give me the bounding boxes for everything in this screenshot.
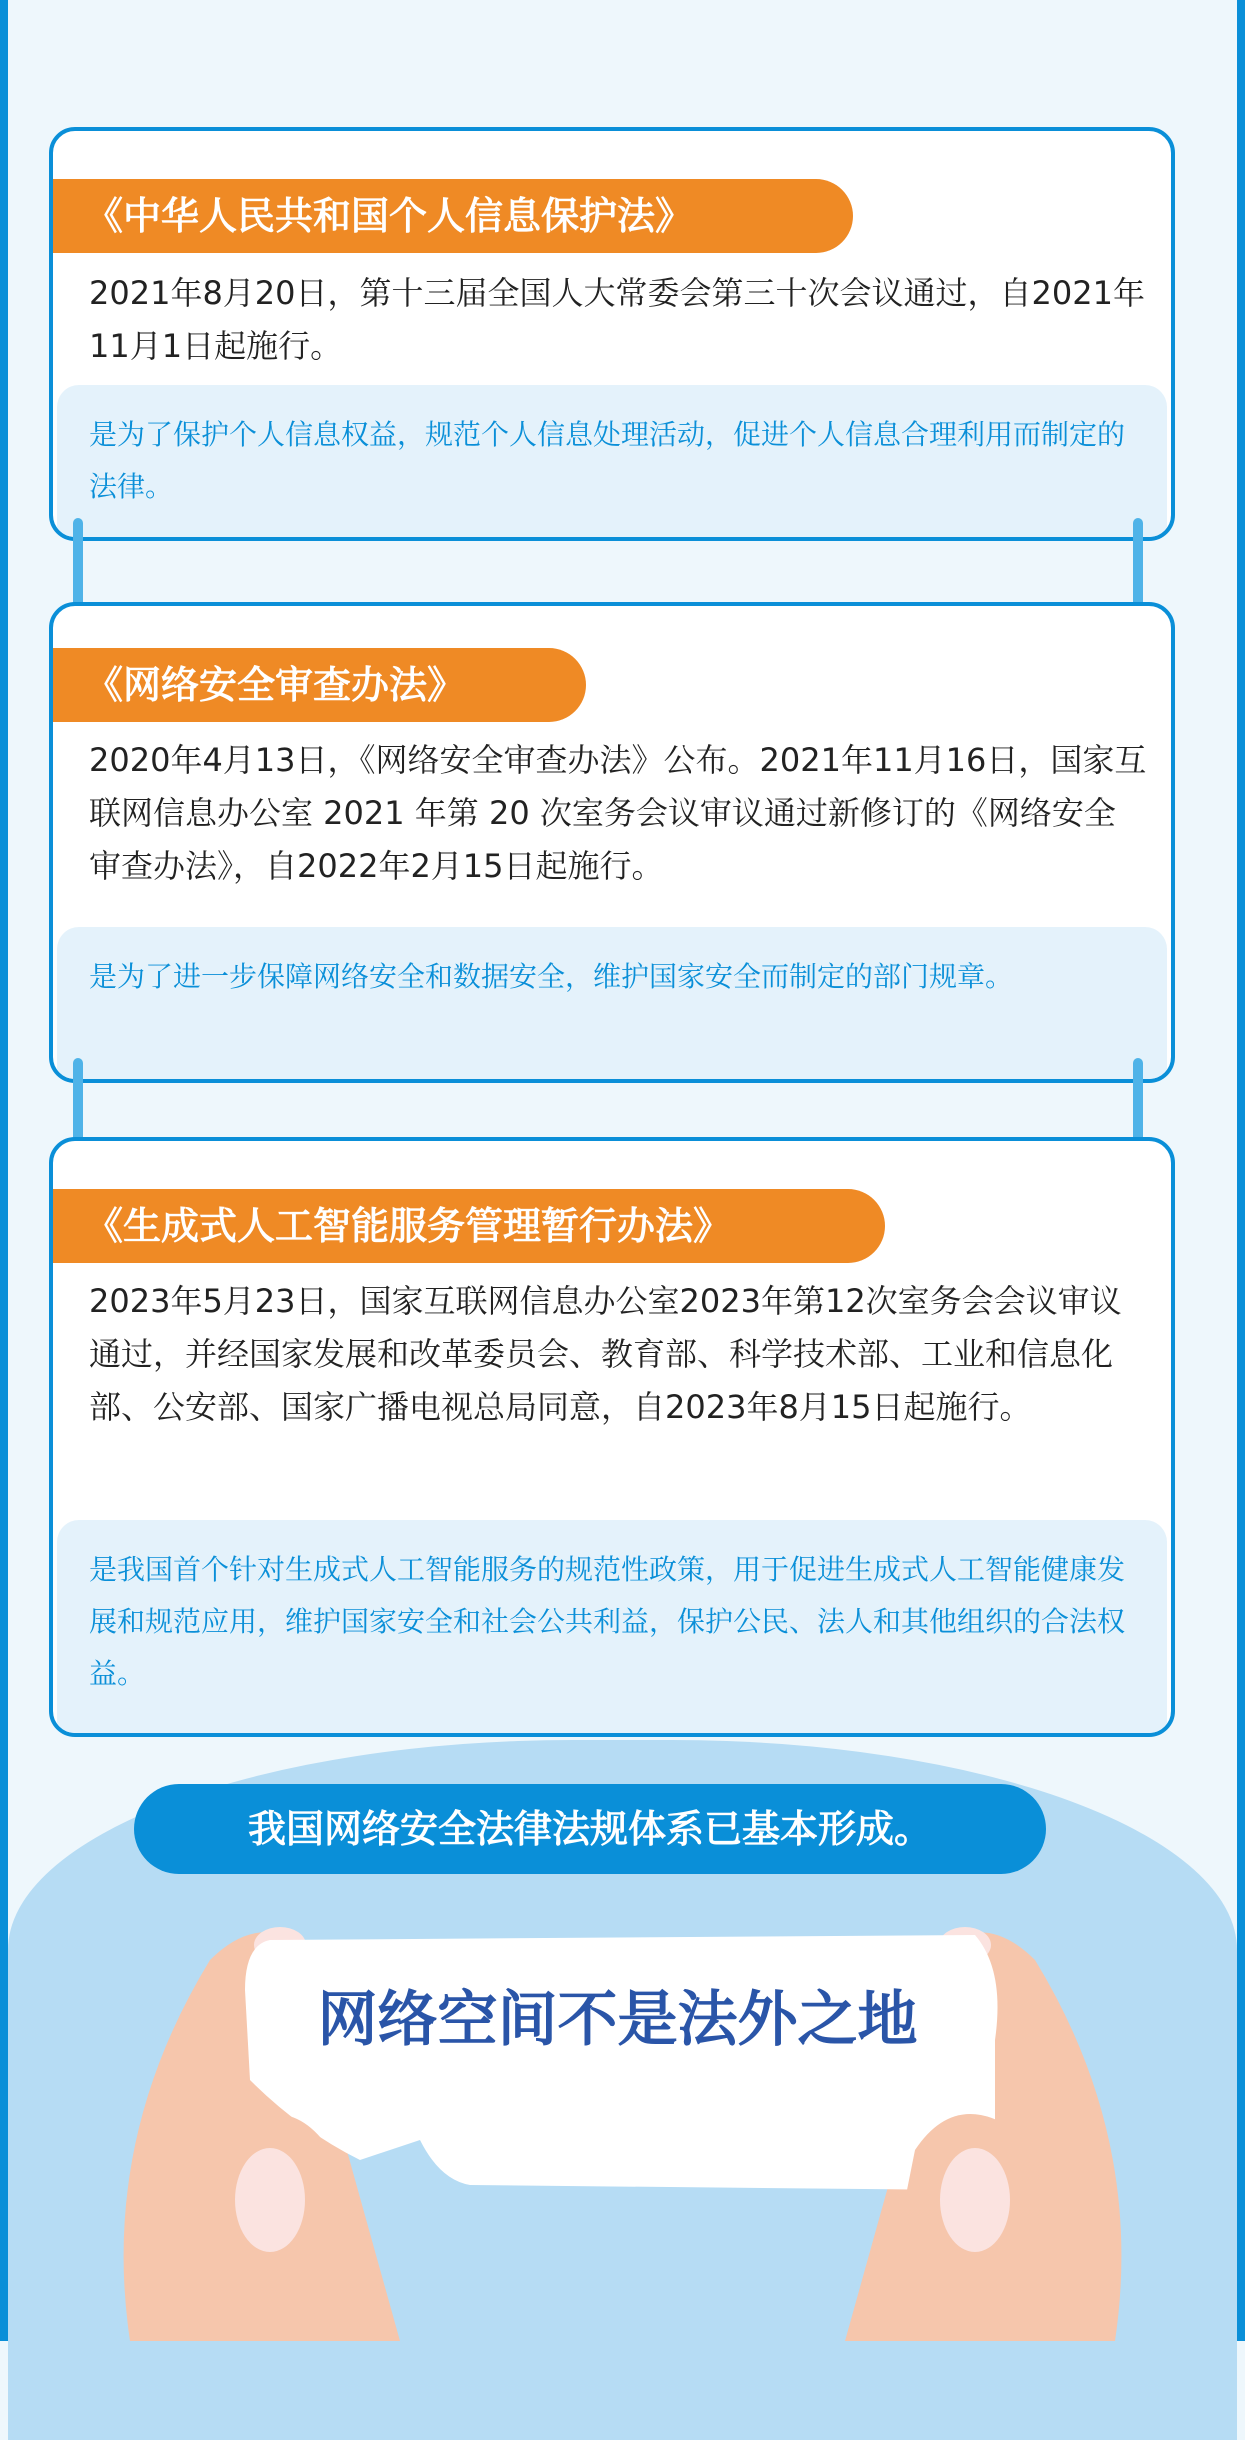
hands-holding-paper-illustration	[0, 1890, 1245, 2341]
summary-banner: 我国网络安全法律法规体系已基本形成。	[134, 1784, 1046, 1874]
law-note: 是为了保护个人信息权益，规范个人信息处理活动，促进个人信息合理利用而制定的法律。	[57, 385, 1167, 537]
slogan-text: 网络空间不是法外之地	[317, 1985, 918, 2055]
law-note: 是为了进一步保障网络安全和数据安全，维护国家安全而制定的部门规章。	[57, 927, 1167, 1079]
law-body: 2020年4月13日，《网络安全审查办法》公布。2021年11月16日，国家互联网信息办公室 2021 年第 20 次室务会议审议通过新修订的《网络安全审查办法》，自2022年2月15日起施行。	[89, 741, 1147, 885]
law-title: 《生成式人工智能服务管理暂行办法》	[53, 1189, 885, 1263]
law-card-cybersecurity-review	[49, 602, 1175, 1083]
law-note: 是我国首个针对生成式人工智能服务的规范性政策，用于促进生成式人工智能健康发展和规范应用，维护国家安全和社会公共利益，保护公民、法人和其他组织的合法权益。	[57, 1520, 1167, 1733]
law-body: 2021年8月20日，第十三届全国人大常委会第三十次会议通过，自2021年11月1日起施行。	[89, 274, 1145, 365]
law-title: 《中华人民共和国个人信息保护法》	[53, 179, 853, 253]
law-title: 《网络安全审查办法》	[53, 648, 586, 722]
law-card-generative-ai	[49, 1137, 1175, 1737]
law-card-pipl	[49, 127, 1175, 541]
law-body: 2023年5月23日，国家互联网信息办公室2023年第12次室务会会议审议通过，并经国家发展和改革委员会、教育部、科学技术部、工业和信息化部、公安部、国家广播电视总局同意，自2023年8月15日起施行。	[89, 1282, 1122, 1426]
